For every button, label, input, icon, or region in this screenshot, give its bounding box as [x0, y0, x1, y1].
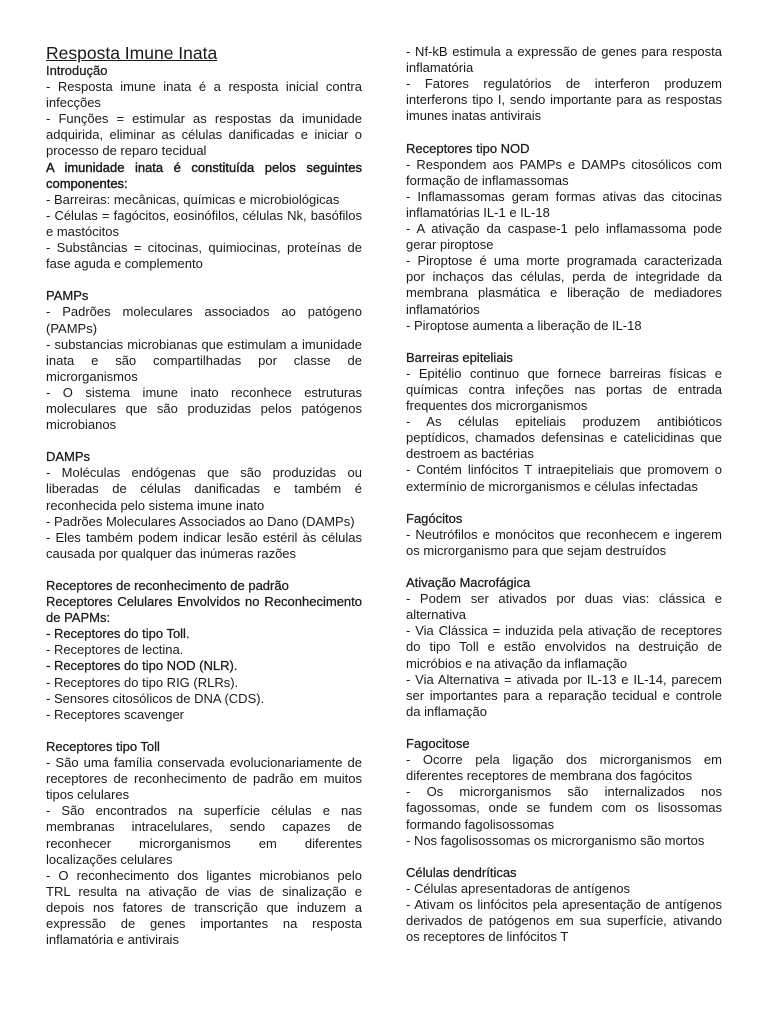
paragraph: - Barreiras: mecânicas, químicas e microbiológicas [46, 191, 340, 207]
section-pamps [46, 288, 362, 433]
paragraph: - Piroptose aumenta a liberação de IL-18 [406, 317, 642, 333]
paragraph: - Receptores scavenger [46, 706, 185, 722]
section-heading: DAMPs [46, 449, 91, 465]
section-ativacao-macrofagica [406, 575, 722, 720]
paragraph: - Fatores regulatórios de interferon produzem interferons tipo I, sendo importante para as respostas imunes inatas antivirais [406, 76, 722, 124]
paragraph: - Via Clássica = induzida pela ativação de receptores do tipo Toll e estão envolvidos na destruição de micróbios e na ativação da inflamação [406, 623, 722, 671]
page-title: Resposta Imune Inata [46, 43, 218, 63]
paragraph: - Resposta imune inata é a resposta inicial contra infecções [46, 79, 362, 111]
section-heading: Receptores de reconhecimento de padrão [46, 578, 289, 593]
section-barreiras-epiteliais [406, 350, 722, 495]
paragraph: - Células = fagócitos, eosinófilos, células Nk, basófilos e mastócitos [46, 207, 362, 239]
components-heading: A imunidade inata é constituída pelos seguintes componentes: [46, 159, 362, 191]
section-heading: Receptores tipo Toll [46, 738, 160, 754]
section-fagocitose [406, 736, 722, 849]
paragraph: - Receptores de lectina. [46, 642, 184, 658]
section-heading: Fagócitos [406, 510, 463, 526]
paragraph: - Respondem aos PAMPs e DAMPs citosólicos com formação de inflamassomas [406, 156, 722, 188]
paragraph: - Funções = estimular as respostas da imunidade adquirida, eliminar as células danificadas e iniciar o processo de reparo tecidual [46, 111, 362, 159]
paragraph: - Ativam os linfócitos pela apresentação de antígenos derivados de patógenos em sua superfície, ativando os receptores de linfócitos T [406, 896, 722, 945]
paragraph: - As células epiteliais produzem antibióticos peptídicos, chamados defensinas e catelicidinas que destroem as bactérias [406, 414, 722, 462]
section-celulas-dendriticas [406, 865, 722, 945]
paragraph: - Via Alternativa = ativada por IL-13 e IL-14, parecem ser importantes para a reparação tecidual e controle da inflamação [406, 671, 722, 719]
paragraph: - Padrões moleculares associados ao patógeno (PAMPs) [46, 304, 362, 336]
paragraph: - Células apresentadoras de antígenos [406, 880, 631, 896]
paragraph: - São encontrados na superfície células e nas membranas intracelulares, sendo capazes de reconhecer microrganismos em diferentes localizações celulares [46, 803, 362, 867]
section-heading: Fagocitose [406, 736, 470, 752]
section-heading: Introdução [46, 63, 108, 78]
paragraph: - Piroptose é uma morte programada caracterizada por inchaços das células, perda de integridade da membrana plasmática e liberação de mediadores inflamatórios [406, 253, 722, 317]
paragraph: - Ocorre pela ligação dos microrganismos em diferentes receptores de membrana dos fagócitos [406, 752, 722, 784]
paragraph: - Epitélio continuo que fornece barreiras físicas e químicas contra infeções nas portas de entrada frequentes dos microrganismos [406, 365, 722, 414]
section-heading: PAMPs [46, 288, 89, 304]
paragraph: - Neutrófilos e monócitos que reconhecem e ingerem os microrganismo para que sejam destruídos [406, 526, 722, 558]
paragraph: - O sistema imune inato reconhece estruturas moleculares que são produzidas pelos patógenos microbianos [46, 384, 362, 433]
paragraph: - Padrões Moleculares Associados ao Dano (DAMPs) [46, 513, 355, 529]
section-subheading: Receptores Celulares Envolvidos no Reconhecimento de PAPMs: [46, 594, 362, 626]
section-heading: Receptores tipo NOD [406, 140, 530, 156]
paragraph: - Receptores do tipo NOD (NLR). [46, 658, 238, 674]
section-continuation [406, 44, 722, 124]
paragraph: - Receptores do tipo Toll. [46, 626, 190, 642]
paragraph: - Receptores do tipo RIG (RLRs). [46, 674, 239, 690]
paragraph: - Inflamassomas geram formas ativas das citocinas inflamatórias IL-1 e IL-18 [406, 188, 722, 220]
paragraph: - A ativação da caspase-1 pelo inflamassoma pode gerar piroptose [406, 221, 722, 253]
section-receptores-nod [406, 141, 722, 334]
left-column [46, 44, 362, 948]
paragraph: - Sensores citosólicos de DNA (CDS). [46, 690, 265, 706]
paragraph: - Substâncias = citocinas, quimiocinas, proteínas de fase aguda e complemento [46, 240, 362, 272]
paragraph: - substancias microbianas que estimulam a imunidade inata e são compartilhadas por classe de microrganismos [46, 336, 362, 384]
section-introducao [46, 63, 362, 272]
section-heading: Células dendríticas [406, 864, 517, 880]
paragraph: - O reconhecimento dos ligantes microbianos pelo TRL resulta na ativação de vias de sinalização e depois nos fatores de transcrição que induzem a expressão de genes importantes na resposta inflamatória e antivirais [46, 867, 362, 948]
paragraph: - Moléculas endógenas que são produzidas ou liberadas de células danificadas e também é reconhecida pelo sistema imune inato [46, 465, 362, 513]
paragraph: - Nf-kB estimula a expressão de genes para resposta inflamatória [406, 44, 722, 76]
paragraph: - Os microrganismos são internalizados nos fagossomas, onde se fundem com os lisossomas formando fagolisossomas [406, 784, 722, 832]
section-fagocitos [406, 511, 722, 559]
paragraph: - São uma família conservada evolucionariamente de receptores de reconhecimento de padrão em muitos tipos celulares [46, 755, 362, 803]
paragraph: - Nos fagolisossomas os microrganismo são mortos [406, 832, 705, 848]
section-damps [46, 449, 362, 562]
paragraph: - Eles também podem indicar lesão estéril às células causada por qualquer das inúmeras razões [46, 529, 362, 561]
section-heading: Barreiras epiteliais [406, 349, 513, 365]
section-heading: Ativação Macrofágica [406, 575, 531, 591]
right-column [406, 44, 722, 945]
section-receptores-toll [46, 739, 362, 948]
paragraph: - Contém linfócitos T intraepiteliais que promovem o extermínio de microrganismos e células infectadas [406, 462, 722, 494]
section-receptores-padrao [46, 578, 362, 723]
paragraph: - Podem ser ativados por duas vias: clássica e alternativa [406, 591, 722, 623]
